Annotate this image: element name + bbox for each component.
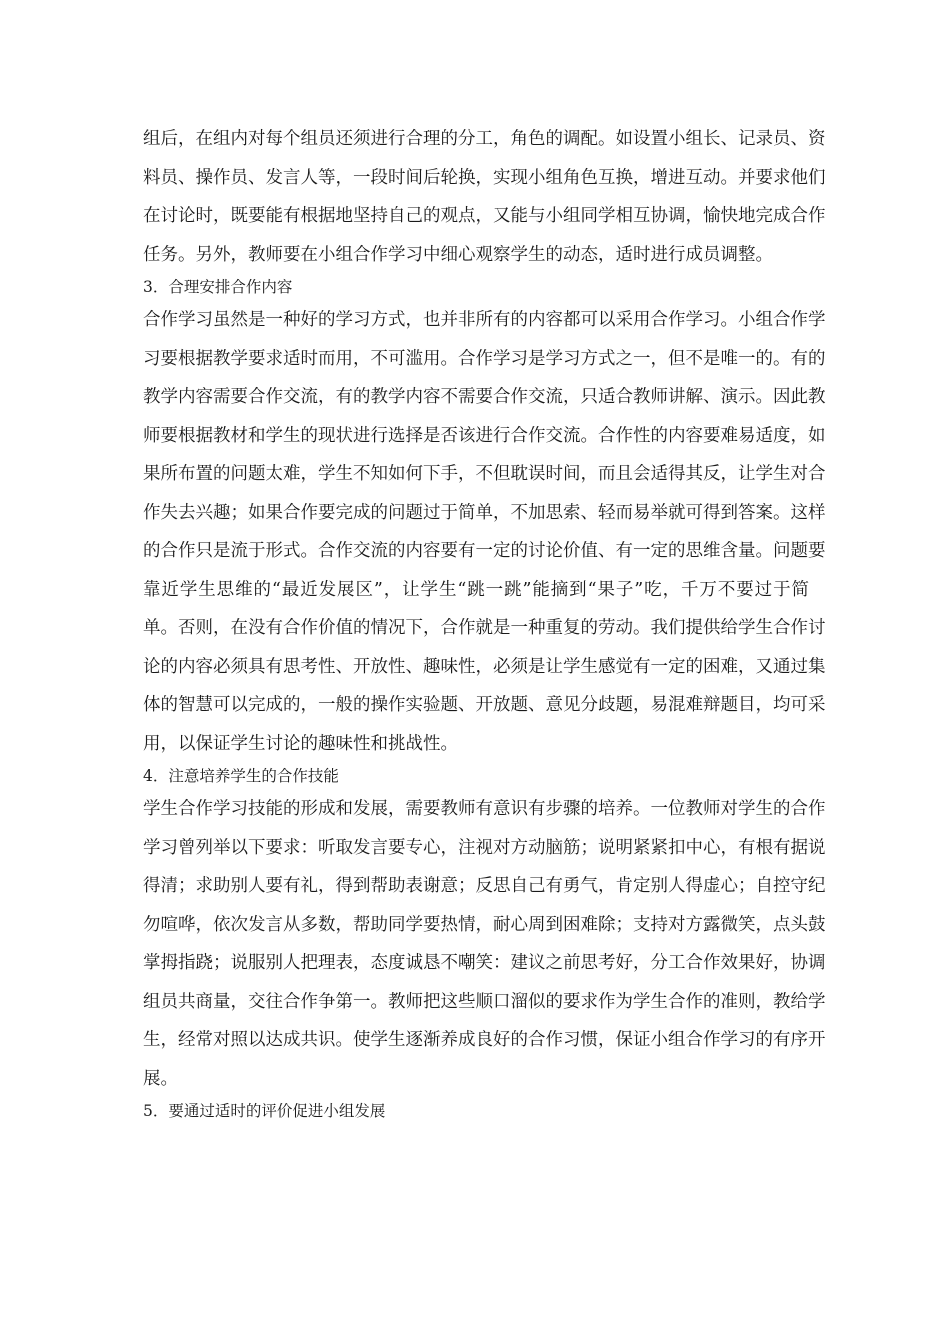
text-line: 料员、操作员、发言人等，一段时间后轮换，实现小组角色互换，增进互动。并要求他们 — [143, 167, 826, 188]
text-line: 合作学习虽然是一种好的学习方式，也并非所有的内容都可以采用合作学习。小组合作学 — [143, 310, 826, 330]
text-line: 组后，在组内对每个组员还须进行合理的分工，角色的调配。如设置小组长、记录员、资 — [143, 129, 826, 149]
text-line: 掌拇指跷；说服别人把理表，态度诚恳不嘲笑：建议之前思考好，分工合作效果好，协调 — [143, 953, 826, 973]
section-heading-5: 5．要通过适时的评价促进小组发展 — [143, 1102, 386, 1120]
text-line: 学习曾列举以下要求：听取发言要专心，注视对方动脑筋；说明紧紧扣中心，有根有据说 — [143, 837, 826, 858]
text-line: 得清；求助别人要有礼，得到帮助表谢意；反思自己有勇气，肯定别人得虚心；自控守纪 — [143, 876, 826, 896]
text-line: 习要根据教学要求适时而用，不可滥用。合作学习是学习方式之一，但不是唯一的。有的 — [143, 348, 826, 369]
text-line: 任务。另外，教师要在小组合作学习中细心观察学生的动态，适时进行成员调整。 — [143, 244, 773, 265]
text-line: 的合作只是流于形式。合作交流的内容要有一定的讨论价值、有一定的思维含量。问题要 — [143, 541, 826, 561]
text-line: 体的智慧可以完成的，一般的操作实验题、开放题、意见分歧题，易混难辩题目，均可采 — [143, 695, 826, 715]
paragraph-skills — [143, 790, 826, 1098]
text-line: 勿喧哗，依次发言从多数，帮助同学要热情，耐心周到困难除；支持对方露微笑，点头鼓 — [143, 914, 826, 935]
text-line: 用，以保证学生讨论的趣味性和挑战性。 — [143, 733, 458, 754]
text-line: 组员共商量，交往合作争第一。教师把这些顺口溜似的要求作为学生合作的准则，教给学 — [143, 991, 826, 1012]
text-line: 展。 — [143, 1068, 178, 1089]
text-line: 学生合作学习技能的形成和发展，需要教师有意识有步骤的培养。一位教师对学生的合作 — [143, 799, 826, 819]
paragraph-roles — [143, 120, 826, 274]
text-line: 作失去兴趣；如果合作要完成的问题过于简单，不加思索、轻而易举就可得到答案。这样 — [143, 502, 826, 523]
section-heading-3: 3．合理安排合作内容 — [143, 278, 293, 296]
text-line: 靠近学生思维的“最近发展区”，让学生“跳一跳”能摘到“果子”吃，千万不要过于简 — [143, 579, 809, 600]
document-page — [143, 120, 826, 1125]
section-heading-4: 4．注意培养学生的合作技能 — [143, 767, 339, 785]
paragraph-content — [143, 301, 826, 763]
text-line: 生，经常对照以达成共识。使学生逐渐养成良好的合作习惯，保证小组合作学习的有序开 — [143, 1030, 826, 1050]
text-line: 单。否则，在没有合作价值的情况下，合作就是一种重复的劳动。我们提供给学生合作讨 — [143, 618, 826, 638]
text-line: 在讨论时，既要能有根据地坚持自己的观点，又能与小组同学相互协调，愉快地完成合作 — [143, 206, 826, 226]
text-line: 果所布置的问题太难，学生不知如何下手，不但耽误时间，而且会适得其反，让学生对合 — [143, 464, 826, 484]
text-line: 教学内容需要合作交流，有的教学内容不需要合作交流，只适合教师讲解、演示。因此教 — [143, 387, 826, 407]
text-line: 论的内容必须具有思考性、开放性、趣味性，必须是让学生感觉有一定的困难，又通过集 — [143, 656, 826, 677]
text-line: 师要根据教材和学生的现状进行选择是否该进行合作交流。合作性的内容要难易适度，如 — [143, 425, 826, 446]
